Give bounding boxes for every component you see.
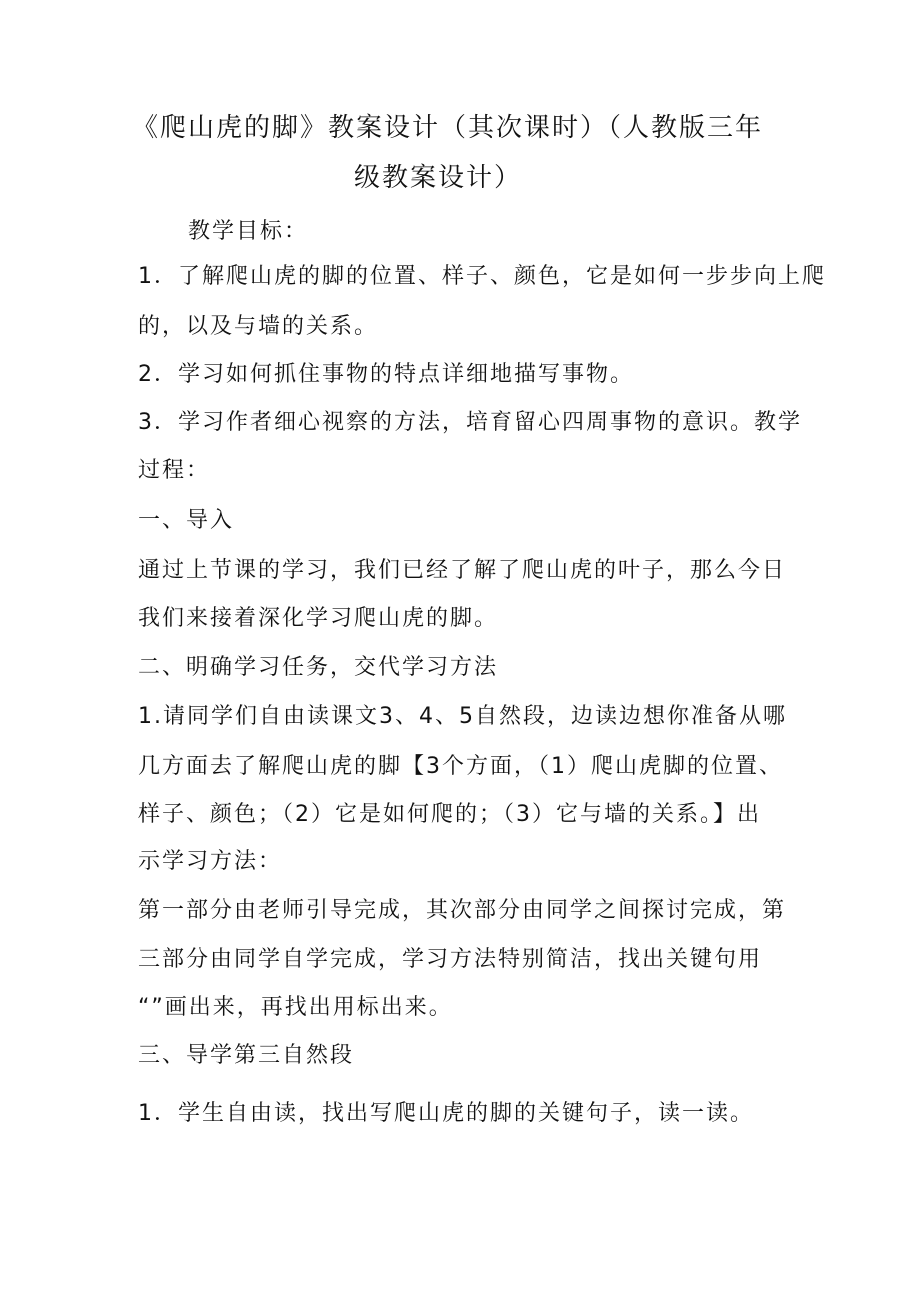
document-title-line-2: 级教案设计） <box>354 163 523 193</box>
paragraph-line: 三部分由同学自学完成，学习方法特别简洁，找出关键句用 <box>138 947 763 972</box>
document-title-line-1: 《爬山虎的脚》教案设计（其次课时）（人教版三年 <box>132 113 764 143</box>
section-heading-tasks: 二、明确学习任务，交代学习方法 <box>138 655 499 680</box>
section-heading-objectives: 教学目标： <box>188 219 309 244</box>
paragraph-line: 1.请同学们自由读课文3、4、5自然段，边读边想你准备从哪 <box>138 704 787 729</box>
paragraph-line: 样子、颜色；（2）它是如何爬的；（3）它与墙的关系。】出 <box>138 802 761 827</box>
section-heading-paragraph-three: 三、导学第三自然段 <box>138 1043 355 1068</box>
paragraph-line: 几方面去了解爬山虎的脚【3个方面，（1）爬山虎脚的位置、 <box>138 754 783 779</box>
paragraph-line: 示学习方法： <box>138 849 283 874</box>
paragraph-line: 1．了解爬山虎的脚的位置、样子、颜色，它是如何一步步向上爬 <box>138 264 826 289</box>
paragraph-line: 1．学生自由读，找出写爬山虎的脚的关键句子，读一读。 <box>138 1101 754 1126</box>
paragraph-line: 3．学习作者细心视察的方法，培育留心四周事物的意识。教学 <box>138 410 802 435</box>
paragraph-line: 过程： <box>138 458 211 483</box>
paragraph-line: 的，以及与墙的关系。 <box>138 314 379 339</box>
paragraph-line: 通过上节课的学习，我们已经了解了爬山虎的叶子，那么今日 <box>138 558 787 583</box>
section-heading-intro: 一、导入 <box>138 508 235 533</box>
paragraph-line: 第一部分由老师引导完成，其次部分由同学之间探讨完成，第 <box>138 898 787 923</box>
paragraph-line: “”画出来，再找出用标出来。 <box>138 995 453 1020</box>
paragraph-line: 我们来接着深化学习爬山虎的脚。 <box>138 606 499 631</box>
paragraph-line: 2．学习如何抓住事物的特点详细地描写事物。 <box>138 362 634 387</box>
